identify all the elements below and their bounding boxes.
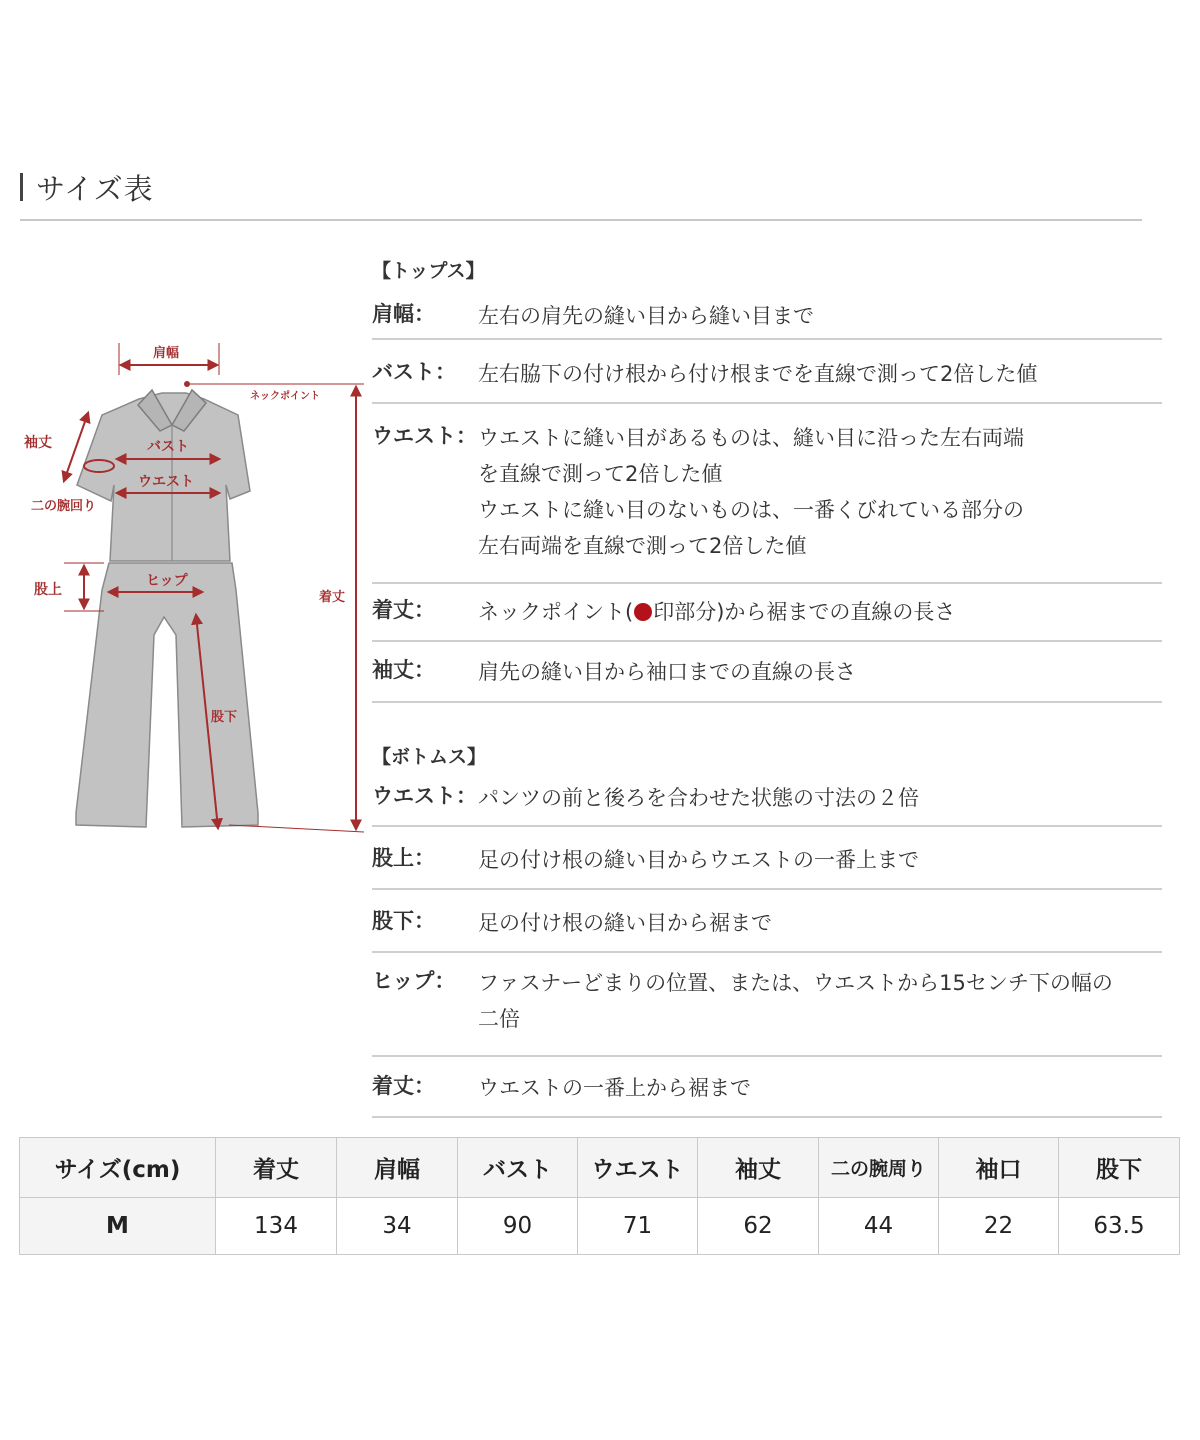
row-label: 肩幅：	[372, 302, 435, 326]
row-desc: ネックポイント( 印部分)から裾までの直線の長さ	[478, 600, 956, 624]
tops-row-bust	[372, 356, 1162, 404]
cell-cuff: 22	[939, 1198, 1059, 1255]
cell-size: M	[20, 1198, 216, 1255]
col-header-shoulder: 肩幅	[337, 1138, 458, 1198]
col-header-inseam: 股下	[1059, 1138, 1180, 1198]
label-hip: ヒップ	[146, 573, 188, 589]
row-label: 着丈：	[372, 598, 435, 622]
table-header-row	[20, 1138, 1180, 1198]
table-row	[20, 1198, 1180, 1255]
row-label: ウエスト：	[372, 424, 477, 448]
row-desc: 足の付け根の縫い目から裾まで	[478, 911, 772, 935]
tops-row-length	[372, 594, 1162, 642]
cell-sleeve: 62	[698, 1198, 819, 1255]
row-label: 股上：	[372, 846, 435, 870]
label-bust: バスト	[147, 439, 189, 455]
col-header-upper-arm: 二の腕周り	[819, 1138, 939, 1198]
cell-upper-arm: 44	[819, 1198, 939, 1255]
col-header-size: サイズ(cm)	[20, 1138, 216, 1198]
row-desc: 左右の肩先の縫い目から縫い目まで	[478, 304, 814, 328]
bottoms-row-hip	[372, 965, 1162, 1057]
col-header-waist: ウエスト	[578, 1138, 698, 1198]
label-length: 着丈	[319, 590, 346, 605]
cell-length: 134	[216, 1198, 337, 1255]
row-desc: 左右脇下の付け根から付け根までを直線で測って2倍した値	[478, 362, 1038, 386]
label-upper-arm: 二の腕回り	[31, 499, 97, 514]
col-header-length: 着丈	[216, 1138, 337, 1198]
bottoms-row-waist	[372, 780, 1162, 827]
row-desc: 肩先の縫い目から袖口までの直線の長さ	[478, 660, 856, 684]
row-desc: ウエストに縫い目があるものは、縫い目に沿った左右両端 を直線で測って2倍した値 ウエストに縫い目のないものは、一番くびれている部分の 左右両端を直線で測って2倍した値	[478, 426, 1024, 558]
pants-shape	[76, 563, 258, 827]
bottoms-row-length	[372, 1070, 1162, 1118]
title-bar	[20, 165, 1142, 221]
size-table	[19, 1137, 1180, 1255]
cell-waist: 71	[578, 1198, 698, 1255]
page-title: サイズ表	[36, 172, 154, 206]
tops-heading: 【トップス】	[372, 260, 485, 282]
row-label: ウエスト：	[372, 784, 477, 808]
col-header-cuff: 袖口	[939, 1138, 1059, 1198]
col-header-bust: バスト	[458, 1138, 578, 1198]
cell-bust: 90	[458, 1198, 578, 1255]
row-label: ヒップ：	[372, 969, 456, 993]
row-label: 着丈：	[372, 1074, 435, 1098]
garment-diagram	[14, 335, 364, 845]
row-label: バスト：	[372, 360, 456, 384]
row-desc: ウエストの一番上から裾まで	[478, 1076, 751, 1100]
cell-inseam: 63.5	[1059, 1198, 1180, 1255]
bottoms-row-inseam	[372, 905, 1162, 953]
tops-row-waist	[372, 420, 1162, 584]
row-label: 股下：	[372, 909, 435, 933]
row-label: 袖丈：	[372, 658, 435, 682]
cell-shoulder: 34	[337, 1198, 458, 1255]
bottoms-row-rise	[372, 842, 1162, 890]
bottoms-heading: 【ボトムス】	[372, 746, 487, 768]
col-header-sleeve: 袖丈	[698, 1138, 819, 1198]
label-shoulder: 肩幅	[153, 346, 180, 361]
label-inseam: 股下	[211, 710, 238, 725]
row-desc: パンツの前と後ろを合わせた状態の寸法の２倍	[478, 786, 919, 810]
label-sleeve: 袖丈	[24, 435, 52, 451]
row-desc: ファスナーどまりの位置、または、ウエストから15センチ下の幅の 二倍	[478, 971, 1113, 1031]
neck-point-dot-icon	[634, 603, 652, 621]
label-neck-point: ネックポイント	[250, 391, 320, 402]
tops-row-shoulder	[372, 298, 1162, 340]
label-waist: ウエスト	[138, 474, 194, 490]
label-rise: 股上	[34, 582, 62, 598]
title-accent-bar	[20, 173, 23, 201]
tops-row-sleeve	[372, 654, 1162, 703]
row-desc: 足の付け根の縫い目からウエストの一番上まで	[478, 848, 919, 872]
